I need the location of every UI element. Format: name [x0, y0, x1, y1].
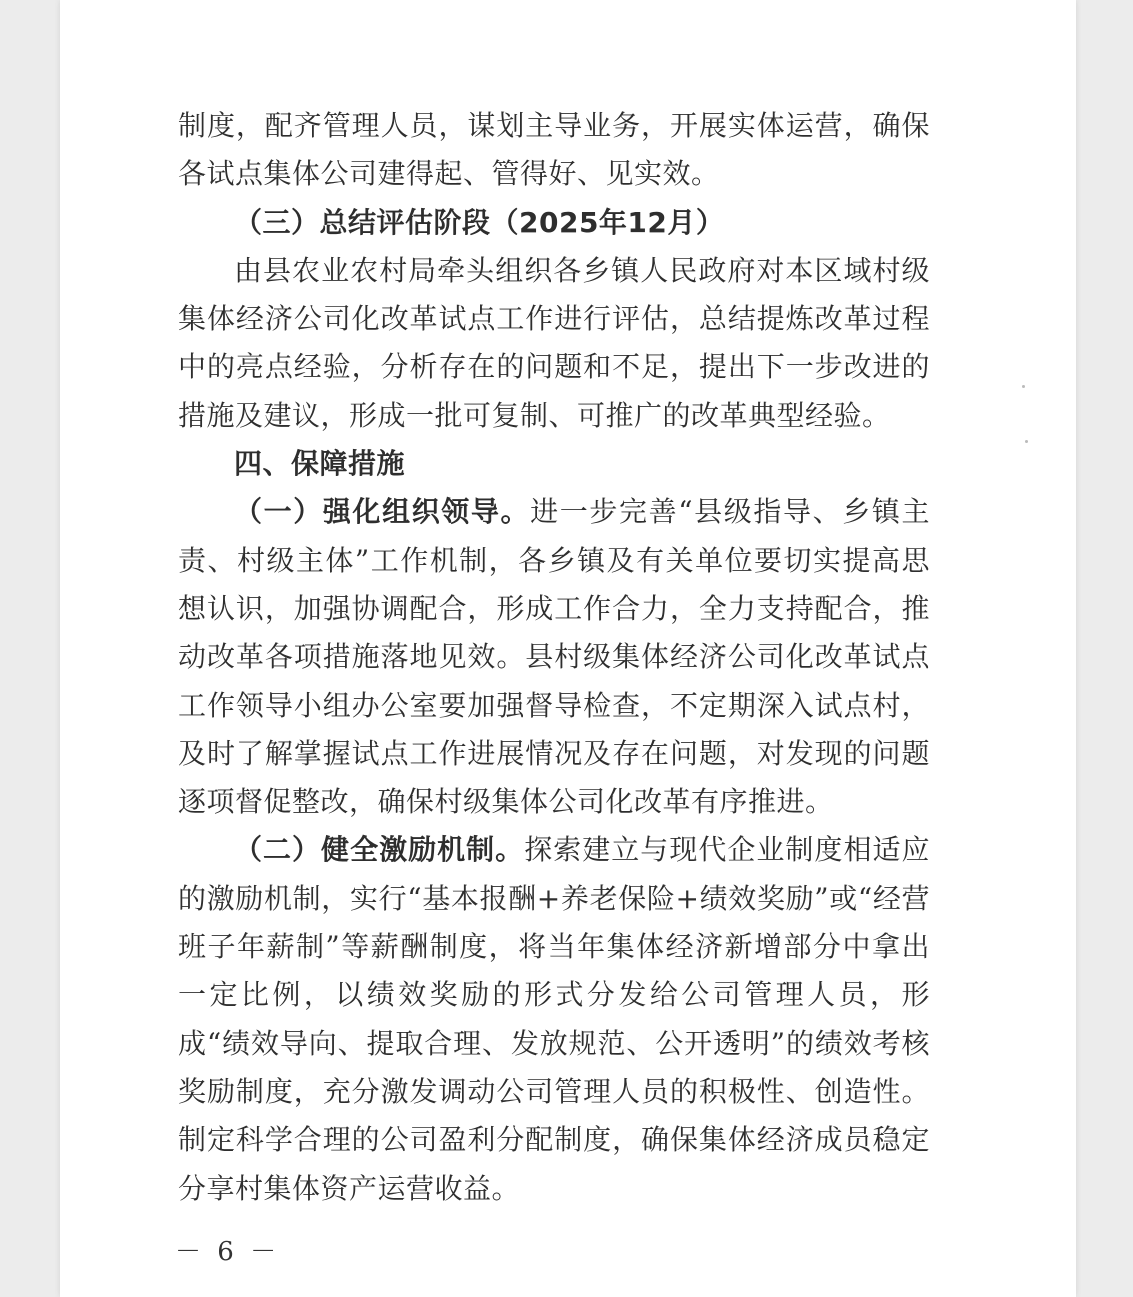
- scan-speck: [1025, 440, 1028, 443]
- document-page: [60, 0, 1076, 1297]
- measure2-body: 探索建立与现代企业制度相适应的激励机制，实行“基本报酬+养老保险+绩效奖励”或“经营班子年薪制”等薪酬制度，将当年集体经济新增部分中拿出一定比例，以绩效奖励的形式分发给公司管理人员，形成“绩效导向、提取合理、发放规范、公开透明”的绩效考核奖励制度，充分激发调动公司管理人员的积极性、创造性。制定科学合理的公司盈利分配制度，确保集体经济成员稳定分享村集体资产运营收益。: [178, 833, 930, 1205]
- measure1-title: （一）强化组织领导。: [234, 495, 531, 529]
- scan-speck: [1022, 385, 1025, 388]
- document-body: [178, 102, 930, 1213]
- measure1-body: 进一步完善“县级指导、乡镇主责、村级主体”工作机制，各乡镇及有关单位要切实提高思想认识，加强协调配合，形成工作合力，全力支持配合，推动改革各项措施落地见效。县村级集体经济公司化改革试点工作领导小组办公室要加强督导检查，不定期深入试点村，及时了解掌握试点工作进展情况及存在问题，对发现的问题逐项督促整改，确保村级集体公司化改革有序推进。: [178, 495, 930, 819]
- measure2-paragraph: [178, 826, 930, 1212]
- measure1-paragraph: [178, 488, 930, 826]
- measure2-title: （二）健全激励机制。: [234, 833, 525, 867]
- section3-heading: （三）总结评估阶段（2025年12月）: [234, 205, 725, 239]
- page-number: － 6 －: [175, 1237, 281, 1267]
- section3-body: 由县农业农村局牵头组织各乡镇人民政府对本区域村级集体经济公司化改革试点工作进行评估，总结提炼改革过程中的亮点经验，分析存在的问题和不足，提出下一步改进的措施及建议，形成一批可复制、可推广的改革典型经验。: [178, 253, 930, 432]
- paragraph-continuation: 制度，配齐管理人员，谋划主导业务，开展实体运营，确保各试点集体公司建得起、管得好、见实效。: [178, 109, 930, 191]
- section4-heading: 四、保障措施: [234, 447, 406, 481]
